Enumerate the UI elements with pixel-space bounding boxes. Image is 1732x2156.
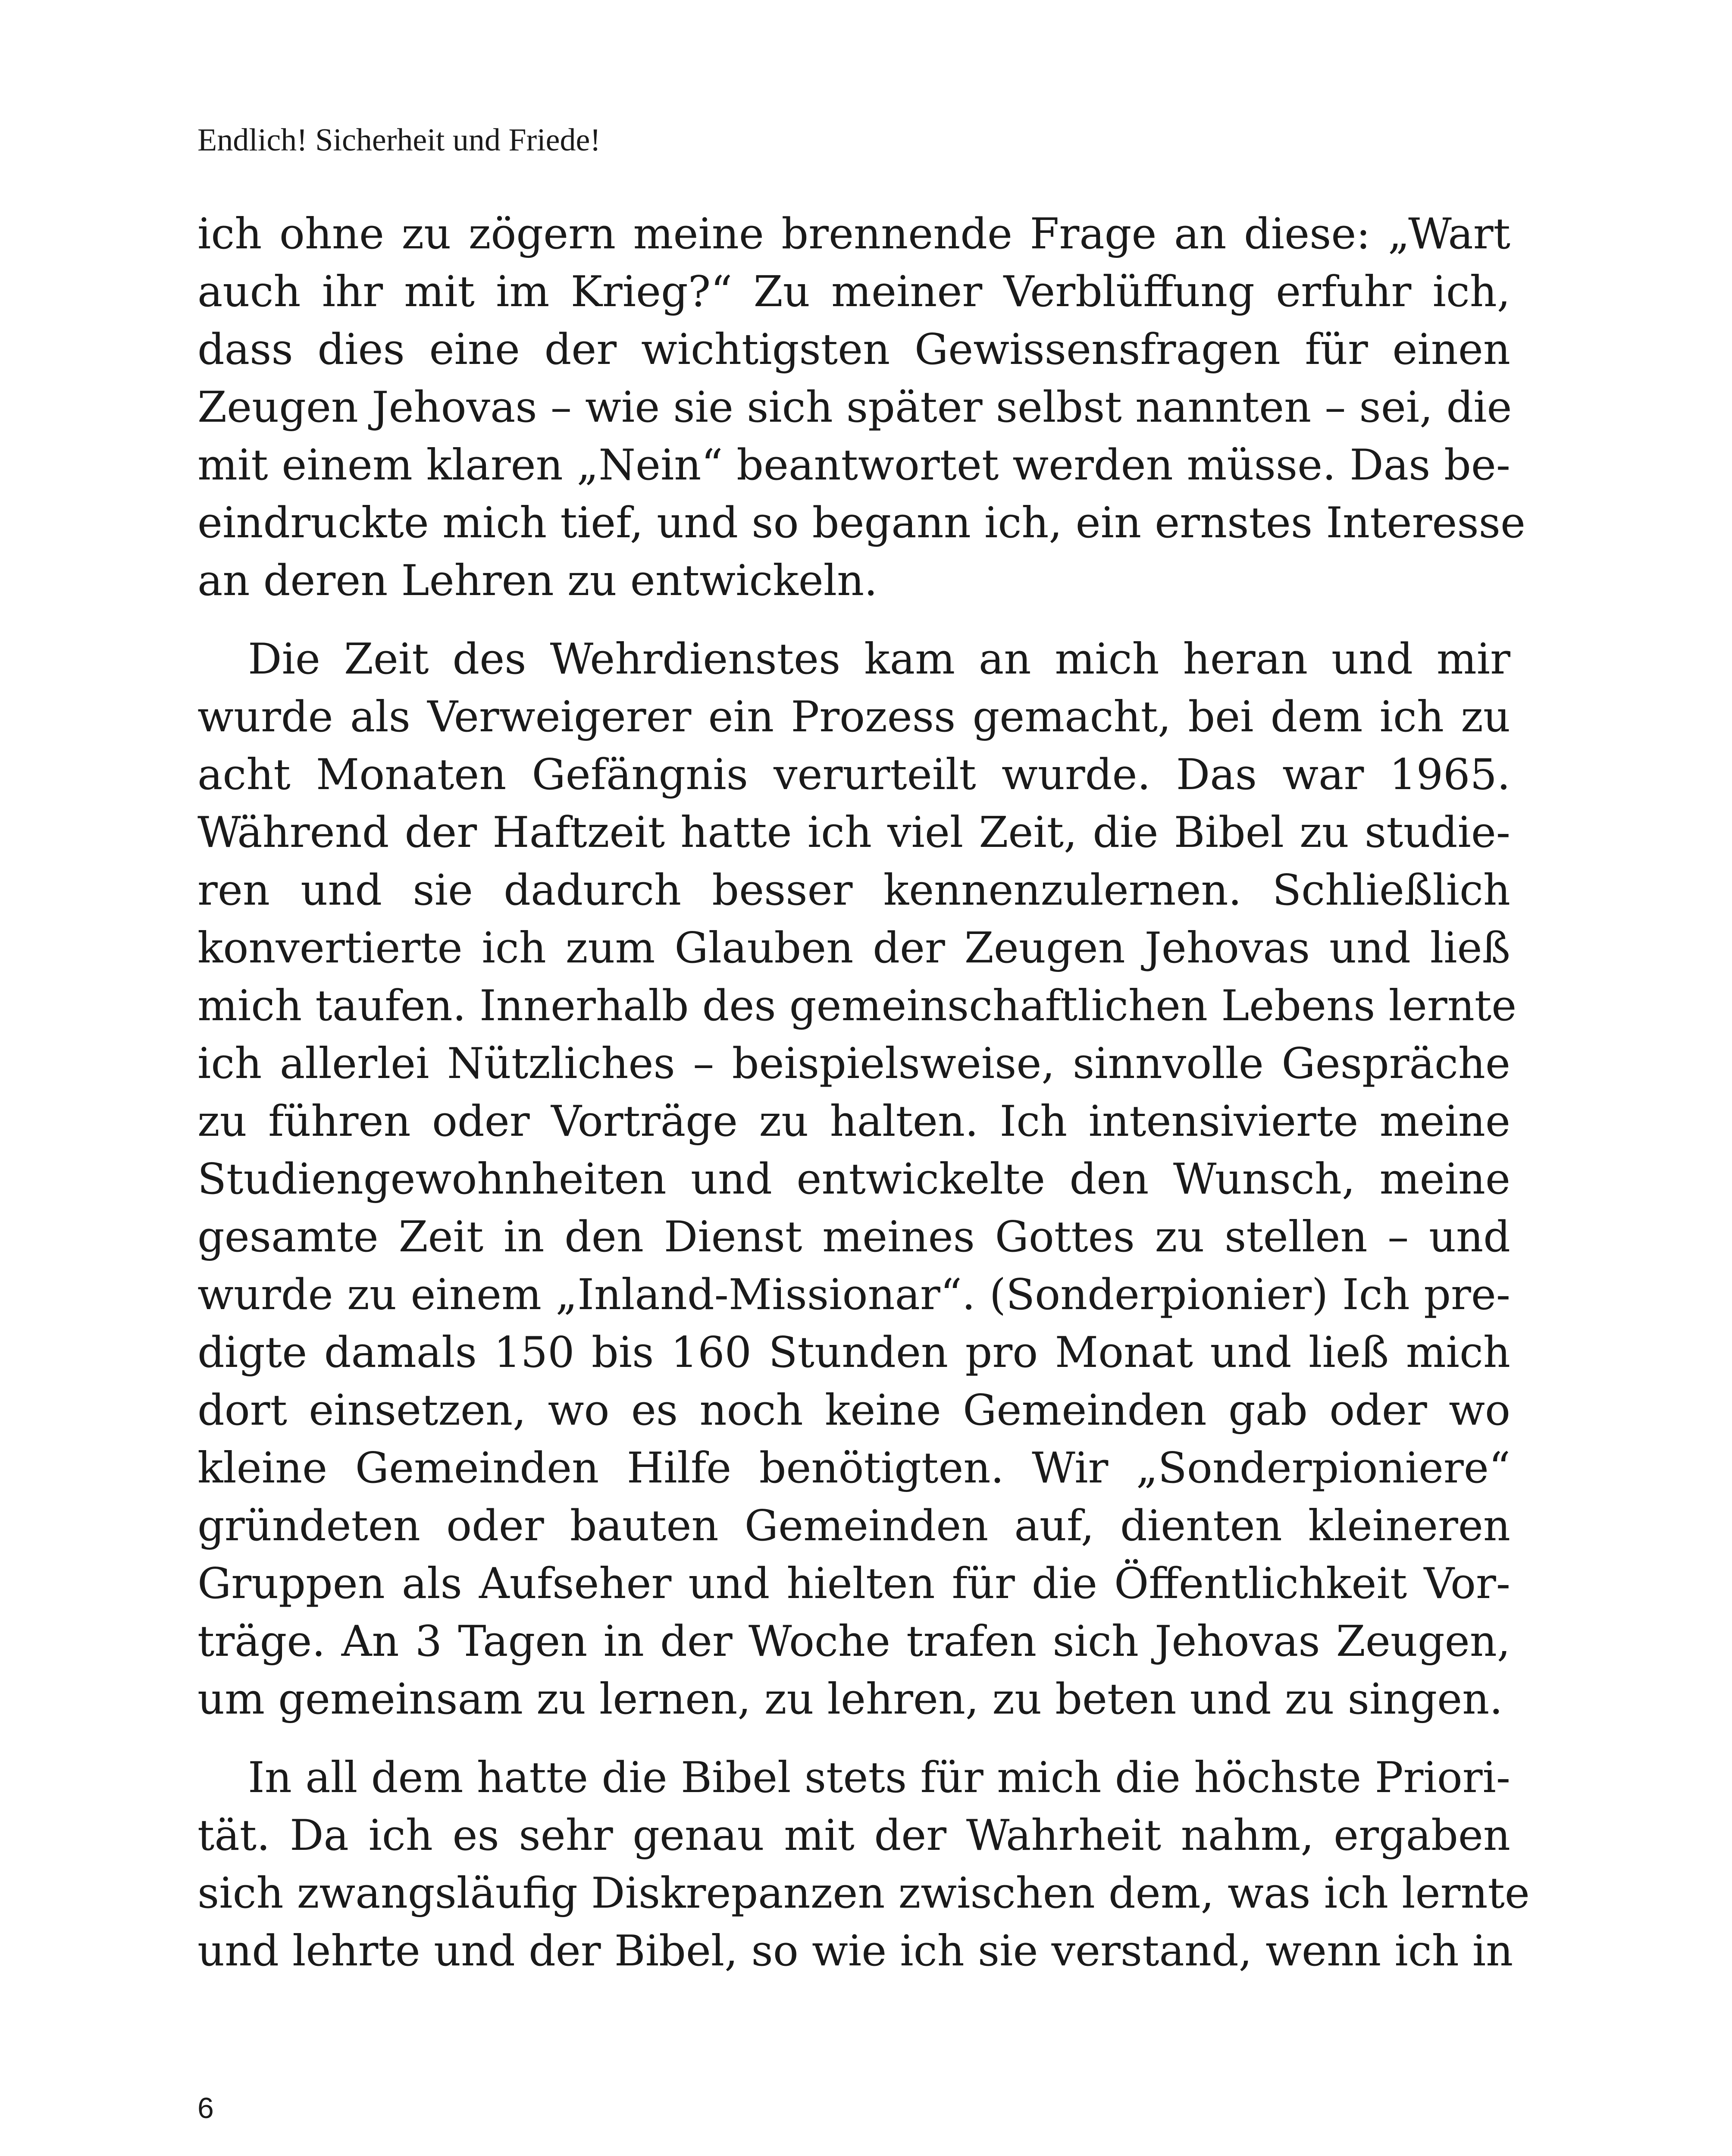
text-line: Die Zeit des Wehrdienstes kam an mich heran und mir	[248, 635, 1510, 684]
text-line: ich ohne zu zögern meine brennende Frage an diese: „Wart	[197, 210, 1510, 259]
text-line: Zeugen Jehovas – wie sie sich später selbst nannten – sei, die	[197, 383, 1512, 432]
text-line: wurde zu einem „Inland-Missionar“. (Sonderpionier) Ich pre-	[197, 1270, 1510, 1319]
text-line: mit einem klaren „Nein“ beantwortet werden müsse. Das be-	[197, 441, 1510, 490]
paragraph-2	[197, 630, 1517, 1728]
text-line: gesamte Zeit in den Dienst meines Gottes zu stellen – und	[197, 1213, 1510, 1262]
text-line: wurde als Verweigerer ein Prozess gemacht, bei dem ich zu	[197, 693, 1510, 742]
text-line: träge. An 3 Tagen in der Woche trafen sich Jehovas Zeugen,	[197, 1617, 1510, 1666]
text-line: dass dies eine der wichtigsten Gewissensfragen für einen	[197, 325, 1510, 374]
text-line: kleine Gemeinden Hilfe benötigten. Wir „Sonderpioniere“	[197, 1444, 1510, 1493]
text-line: Gruppen als Aufseher und hielten für die Öffentlichkeit Vor-	[197, 1559, 1510, 1608]
text-line: zu führen oder Vorträge zu halten. Ich intensivierte meine	[197, 1097, 1510, 1146]
text-line: gründeten oder bauten Gemeinden auf, dienten kleineren	[197, 1501, 1510, 1551]
paragraph-3	[197, 1749, 1530, 1980]
text-line: tät. Da ich es sehr genau mit der Wahrheit nahm, ergaben	[197, 1811, 1510, 1860]
body-text	[197, 205, 1530, 1980]
text-line: sich zwangsläufig Diskrepanzen zwischen dem, was ich lernte	[197, 1869, 1530, 1918]
text-line: um gemeinsam zu lernen, zu lehren, zu beten und zu singen.	[197, 1675, 1503, 1724]
text-line: In all dem hatte die Bibel stets für mich die höchste Priori-	[248, 1753, 1510, 1802]
text-line: an deren Lehren zu entwickeln.	[197, 556, 878, 605]
text-line: acht Monaten Gefängnis verurteilt wurde. Das war 1965.	[197, 750, 1510, 799]
text-line: digte damals 150 bis 160 Stunden pro Monat und ließ mich	[197, 1328, 1510, 1377]
text-line: eindruckte mich tief, und so begann ich, ein ernstes Interesse	[197, 498, 1525, 548]
text-line: ren und sie dadurch besser kennenzulernen. Schließlich	[197, 866, 1510, 915]
text-line: mich taufen. Innerhalb des gemeinschaftlichen Lebens lernte	[197, 981, 1517, 1031]
paragraph-1	[197, 205, 1525, 610]
text-line: auch ihr mit im Krieg?“ Zu meiner Verblüffung erfuhr ich,	[197, 267, 1510, 317]
text-line: und lehrte und der Bibel, so wie ich sie verstand, wenn ich in	[197, 1927, 1513, 1976]
text-line: dort einsetzen, wo es noch keine Gemeinden gab oder wo	[197, 1386, 1510, 1435]
page-number: 6	[197, 2092, 214, 2125]
text-line: Studiengewohnheiten und entwickelte den Wunsch, meine	[197, 1155, 1510, 1204]
text-line: ich allerlei Nützliches – beispielsweise, sinnvolle Gespräche	[197, 1039, 1510, 1088]
text-line: konvertierte ich zum Glauben der Zeugen Jehovas und ließ	[197, 924, 1510, 973]
text-line: Während der Haftzeit hatte ich viel Zeit, die Bibel zu studie-	[197, 808, 1510, 857]
running-header: Endlich! Sicherheit und Friede!	[197, 122, 601, 158]
